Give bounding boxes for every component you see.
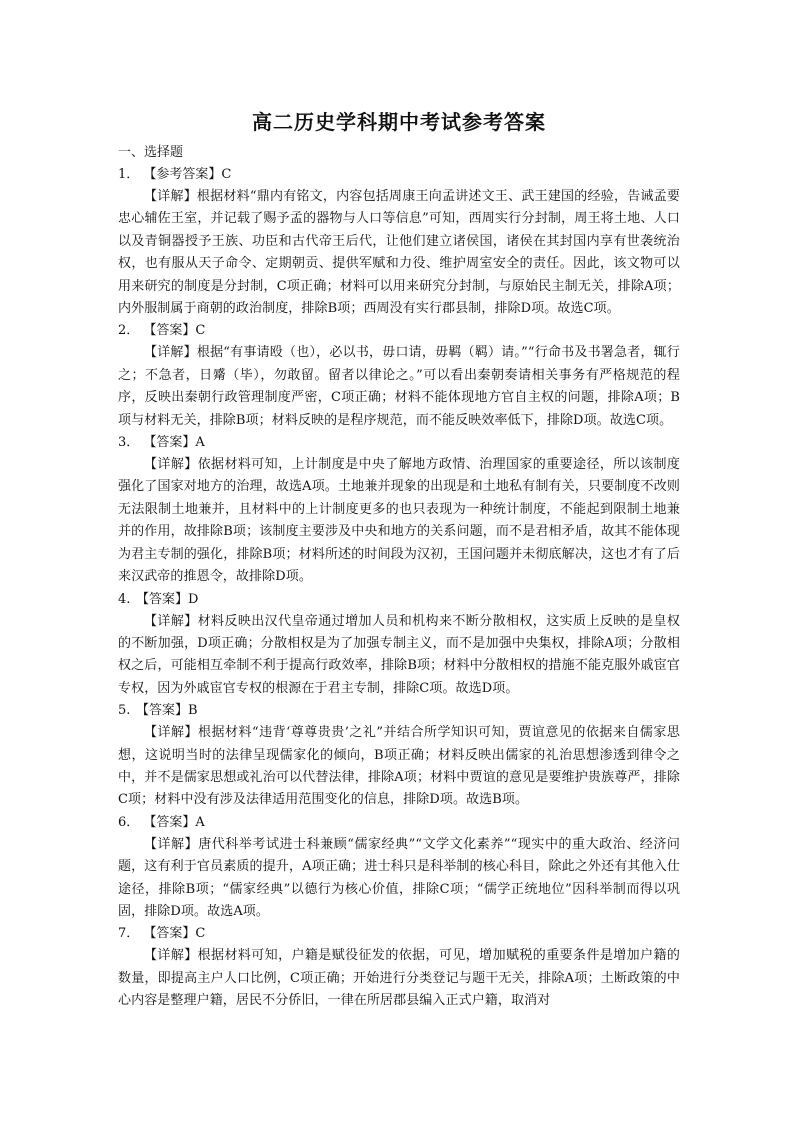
- explanation-text: 【详解】根据“有事请殴（也），必以书，毋口请，毋羁（羁）请。”“行命书及书署急者，辄行之；不急者，日觱（毕），勿敢留。留者以律论之。”可以看出秦朝奏请相关事务有严格规范的程序，反映出秦朝行政管理制度严密，C项正确；材料不能体现地方官自主权的问题，排除A项；B项与材料无关，排除B项；材料反映的是程序规范，而不能反映效率低下，排除D项。故选C项。: [118, 345, 680, 428]
- question-number: 6．: [118, 814, 140, 830]
- answer-label: 【答案】A: [143, 435, 205, 451]
- question-number: 7．: [118, 926, 140, 942]
- question-header: [118, 164, 680, 186]
- explanation-text: 【详解】根据材料“鼎内有铭文，内容包括周康王向孟讲述文王、武王建国的经验，告诫孟要忠心辅佐王室，并记载了赐予孟的器物与人口等信息”可知，西周实行分封制，周王将土地、人口以及青铜器授予王族、功臣和古代帝王后代，让他们建立诸侯国，诸侯在其封国内享有世袭统治权，也有服从天子命令、定期朝贡、提供军赋和力役、维护周室安全的责任。因此，该文物可以用来研究的制度是分封制，C项正确；材料可以用来研究分封制，与原始民主制无关，排除A项；内外服制属于商朝的政治制度，排除B项；西周没有实行郡县制，排除D项。故选C项。: [118, 189, 680, 317]
- explanation-text: 【详解】唐代科举考试进士科兼顾“儒家经典”“文学文化素养”“现实中的重大政治、经济问题，这有利于官员素质的提升，A项正确；进士科只是科举制的核心科目，除此之外还有其他入仕途径，排除B项；“儒家经典”以德行为核心价值，排除C项；“儒学正统地位”因科举制而得以巩固，排除D项。故选A项。: [118, 836, 680, 919]
- question-2: [118, 320, 680, 432]
- question-number: 2．: [118, 323, 140, 339]
- question-5: [118, 700, 680, 812]
- explanation-text: 【详解】材料反映出汉代皇帝通过增加人员和机构来不断分散相权，这实质上反映的是皇权的不断加强，D项正确；分散相权是为了加强专制主义，而不是加强中央集权，排除A项；分散相权之后，可能相互牵制不利于提高行政效率，排除B项；材料中分散相权的措施不能克服外戚宦官专权，因为外戚宦官专权的根源在于君主专制，排除C项。故选D项。: [118, 613, 680, 696]
- section-heading: 一、选择题: [118, 145, 184, 160]
- question-number: 4.: [118, 591, 131, 607]
- explanation-text: 【详解】根据材料“违背‘尊尊贵贵’之礼”并结合所学知识可知，贾谊意见的依据来自儒家思想，这说明当时的法律呈现儒家化的倾向，B项正确；材料反映出儒家的礼治思想渗透到律令之中，并不是儒家思想或礼治可以代替法律，排除A项；材料中贾谊的意见是要维护贵族尊严，排除C项；材料中没有涉及法律适用范围变化的信息，排除D项。故选B项。: [118, 725, 680, 808]
- answer-label: 【答案】C: [143, 323, 206, 339]
- question-number: 1．: [118, 167, 140, 182]
- question-1: [118, 164, 680, 320]
- question-6: [118, 812, 680, 924]
- document-page: [118, 106, 680, 1013]
- answer-label: 【答案】B: [136, 703, 198, 719]
- question-header: [118, 589, 680, 611]
- answer-label: 【答案】C: [143, 926, 206, 942]
- answer-label: 【参考答案】C: [143, 167, 232, 182]
- question-3: [118, 432, 680, 588]
- question-header: [118, 812, 680, 834]
- question-header: [118, 923, 680, 945]
- question-header: [118, 700, 680, 722]
- question-number: 5.: [118, 703, 131, 719]
- question-header: [118, 432, 680, 454]
- question-4: [118, 589, 680, 701]
- question-number: 3．: [118, 435, 140, 451]
- answer-label: 【答案】D: [136, 591, 199, 607]
- question-header: [118, 320, 680, 342]
- question-7: [118, 923, 680, 1012]
- answer-label: 【答案】A: [143, 814, 205, 830]
- explanation-text: 【详解】依据材料可知，上计制度是中央了解地方政情、治理国家的重要途径，所以该制度强化了国家对地方的治理，故选A项。土地兼并现象的出现是和土地私有制有关，只要制度不改则无法限制土地兼并，且材料中的上计制度更多的也只表现为一种统计制度，不能起到限制土地兼并的作用，故排除B项；该制度主要涉及中央和地方的关系问题，而不是君相矛盾，故其不能体现为君主专制的强化，排除B项；材料所述的时间段为汉初，王国问题并未彻底解决，这也才有了后来汉武帝的推恩令，故排除D项。: [118, 457, 680, 585]
- explanation-text: 【详解】根据材料可知，户籍是赋役征发的依据，可见，增加赋税的重要条件是增加户籍的数量，即提高主户人口比例，C项正确；开始进行分类登记与题干无关，排除A项；土断政策的中心内容是整理户籍，居民不分侨旧，一律在所居郡县编入正式户籍，取消对: [118, 948, 680, 1009]
- page-title: 高二历史学科期中考试参考答案: [252, 110, 546, 134]
